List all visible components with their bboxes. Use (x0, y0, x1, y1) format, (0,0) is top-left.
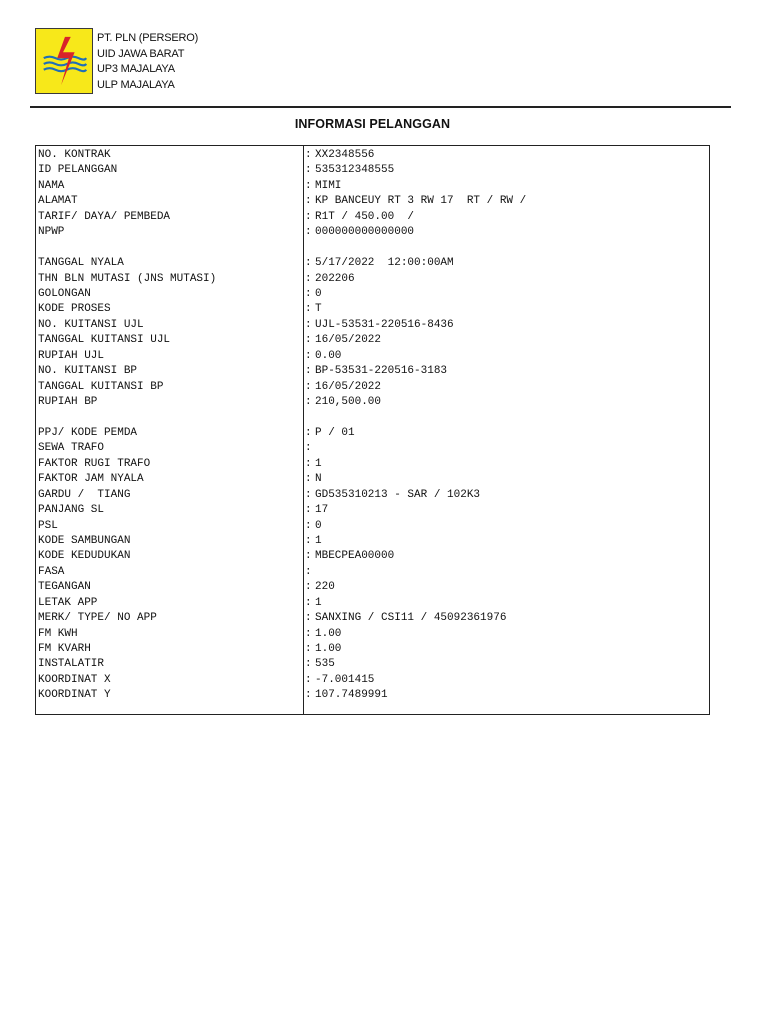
field-value: 0 (315, 287, 322, 300)
field-value-row (305, 534, 705, 549)
field-value: 0 (315, 519, 322, 532)
colon-separator: : (305, 565, 312, 578)
pln-logo-icon (35, 28, 93, 94)
field-label: FM KWH (38, 627, 78, 640)
field-value-row (305, 179, 705, 194)
field-value: 0.00 (315, 349, 342, 362)
field-label: GARDU / TIANG (38, 488, 131, 501)
field-value: 1.00 (315, 643, 342, 655)
field-label: TARIF/ DAYA/ PEMBEDA (38, 210, 171, 223)
colon-separator: : (305, 534, 312, 547)
field-value-row (305, 657, 705, 672)
field-value: 5/17/2022 12:00:00AM (315, 257, 454, 270)
field-label: ID PELANGGAN (38, 164, 118, 177)
colon-separator: : (305, 272, 312, 285)
colon-separator: : (305, 179, 312, 192)
colon-separator: : (305, 365, 312, 378)
org-line: UID JAWA BARAT (97, 47, 185, 60)
field-value: 000000000000000 (315, 226, 415, 239)
field-value-row (305, 410, 705, 425)
field-label: FM KVARH (38, 643, 91, 655)
field-value-row (305, 441, 705, 456)
field-label: FASA (38, 565, 65, 578)
field-value: 220 (315, 581, 335, 594)
org-line: PT. PLN (PERSERO) (97, 32, 199, 44)
field-value: 1 (315, 596, 322, 609)
field-value-row (305, 256, 705, 271)
colon-separator: : (305, 380, 312, 393)
field-label: FAKTOR RUGI TRAFO (38, 457, 151, 470)
field-value-row (305, 457, 705, 472)
field-value-row (305, 210, 705, 225)
field-value: 107.7489991 (315, 689, 388, 702)
field-label (38, 241, 300, 256)
field-value-row (305, 349, 705, 364)
colon-separator: : (305, 287, 312, 300)
colon-separator: : (305, 210, 312, 223)
colon-separator: : (305, 318, 312, 331)
colon-separator: : (305, 488, 312, 501)
colon-separator: : (305, 195, 312, 208)
field-label: MERK/ TYPE/ NO APP (38, 612, 157, 625)
field-value-row (305, 380, 705, 395)
field-value: 210,500.00 (315, 396, 382, 408)
field-value: P / 01 (315, 426, 355, 439)
colon-separator: : (305, 442, 312, 455)
field-value-row (305, 580, 705, 595)
colon-separator: : (305, 334, 312, 347)
field-value-row (305, 596, 705, 611)
field-value: SANXING / CSI11 / 45092361976 (315, 612, 507, 625)
colon-separator: : (305, 457, 312, 470)
field-label: SEWA TRAFO (38, 442, 105, 455)
field-value-row (305, 148, 705, 163)
field-value-row (305, 565, 705, 580)
field-label: FAKTOR JAM NYALA (38, 473, 144, 486)
field-value: 1.00 (315, 627, 342, 640)
field-value-row (305, 163, 705, 178)
field-label: KODE KEDUDUKAN (38, 550, 131, 563)
field-value-row (305, 272, 705, 287)
field-value-row (305, 519, 705, 534)
field-value: N (315, 473, 322, 486)
field-value-row (305, 194, 705, 209)
colon-separator: : (305, 149, 312, 161)
field-label: RUPIAH UJL (38, 349, 105, 362)
field-label: NAMA (38, 179, 65, 192)
colon-separator: : (305, 396, 312, 408)
header-divider (30, 106, 731, 108)
field-value-row (305, 364, 705, 379)
field-label: TANGGAL NYALA (38, 257, 124, 270)
field-value-row (305, 395, 705, 410)
field-value: KP BANCEUY RT 3 RW 17 RT / RW / (315, 195, 527, 208)
field-value: -7.001415 (315, 673, 375, 686)
field-value-row (305, 503, 705, 518)
field-value: GD535310213 - SAR / 102K3 (315, 488, 481, 501)
field-value: 16/05/2022 (315, 380, 382, 393)
colon-separator: : (305, 689, 312, 702)
colon-separator: : (305, 226, 312, 239)
field-value: 1 (315, 534, 322, 547)
field-value-row (305, 642, 705, 657)
field-value: T (315, 303, 322, 316)
field-label: PANJANG SL (38, 504, 105, 517)
field-value-row (305, 549, 705, 564)
field-label: KODE PROSES (38, 303, 111, 316)
column-divider (303, 146, 304, 714)
value-column (305, 148, 705, 704)
field-label: KODE SAMBUNGAN (38, 534, 131, 547)
field-value: R1T / 450.00 / (315, 210, 415, 223)
field-label (38, 410, 300, 425)
colon-separator: : (305, 504, 312, 517)
org-line: ULP MAJALAYA (97, 78, 175, 91)
field-label: ALAMAT (38, 195, 78, 208)
colon-separator: : (305, 612, 312, 625)
field-value-row (305, 488, 705, 503)
field-value: UJL-53531-220516-8436 (315, 318, 454, 331)
colon-separator: : (305, 550, 312, 563)
field-value-row (305, 225, 705, 240)
page-title: INFORMASI PELANGGAN (294, 117, 451, 131)
field-label: TEGANGAN (38, 581, 91, 594)
field-value-row (305, 673, 705, 688)
colon-separator: : (305, 627, 312, 640)
field-value-row (305, 333, 705, 348)
field-value-row (305, 426, 705, 441)
field-label: TANGGAL KUITANSI BP (38, 380, 164, 393)
colon-separator: : (305, 473, 312, 486)
colon-separator: : (305, 519, 312, 532)
field-value-row (305, 302, 705, 317)
field-value: BP-53531-220516-3183 (315, 365, 448, 378)
field-label: INSTALATIR (38, 658, 105, 671)
field-value: 535 (315, 658, 335, 671)
field-value: XX2348556 (315, 149, 375, 161)
field-value-row (305, 688, 705, 703)
colon-separator: : (305, 303, 312, 316)
field-label: TANGGAL KUITANSI UJL (38, 334, 171, 347)
field-label: THN BLN MUTASI (JNS MUTASI) (38, 272, 217, 285)
field-label: NO. KUITANSI BP (38, 365, 138, 378)
field-value-row (305, 611, 705, 626)
organization-header (97, 31, 198, 93)
field-value: 535312348555 (315, 164, 395, 177)
colon-separator: : (305, 596, 312, 609)
field-value-row (305, 472, 705, 487)
field-value: MBECPEA00000 (315, 550, 395, 563)
colon-separator: : (305, 673, 312, 686)
customer-info-table (35, 145, 710, 715)
field-label: PSL (38, 519, 58, 532)
field-value-row (305, 287, 705, 302)
field-label: LETAK APP (38, 596, 98, 609)
field-label: PPJ/ KODE PEMDA (38, 426, 138, 439)
field-value: 17 (315, 504, 329, 517)
field-label: RUPIAH BP (38, 396, 98, 408)
field-label: NO. KONTRAK (38, 149, 111, 161)
colon-separator: : (305, 257, 312, 270)
field-label: GOLONGAN (38, 287, 91, 300)
field-value-row (305, 241, 705, 256)
colon-separator: : (305, 426, 312, 439)
colon-separator: : (305, 658, 312, 671)
field-label: NPWP (38, 226, 65, 239)
field-label: NO. KUITANSI UJL (38, 318, 144, 331)
colon-separator: : (305, 643, 312, 655)
field-value: MIMI (315, 179, 342, 192)
colon-separator: : (305, 349, 312, 362)
org-line: UP3 MAJALAYA (97, 63, 175, 75)
field-value-row (305, 318, 705, 333)
field-label: KOORDINAT X (38, 673, 111, 686)
field-value: 16/05/2022 (315, 334, 382, 347)
field-label: KOORDINAT Y (38, 689, 111, 702)
label-column (38, 148, 300, 704)
colon-separator: : (305, 581, 312, 594)
field-value-row (305, 627, 705, 642)
field-value: 1 (315, 457, 322, 470)
field-value: 202206 (315, 272, 355, 285)
colon-separator: : (305, 164, 312, 177)
